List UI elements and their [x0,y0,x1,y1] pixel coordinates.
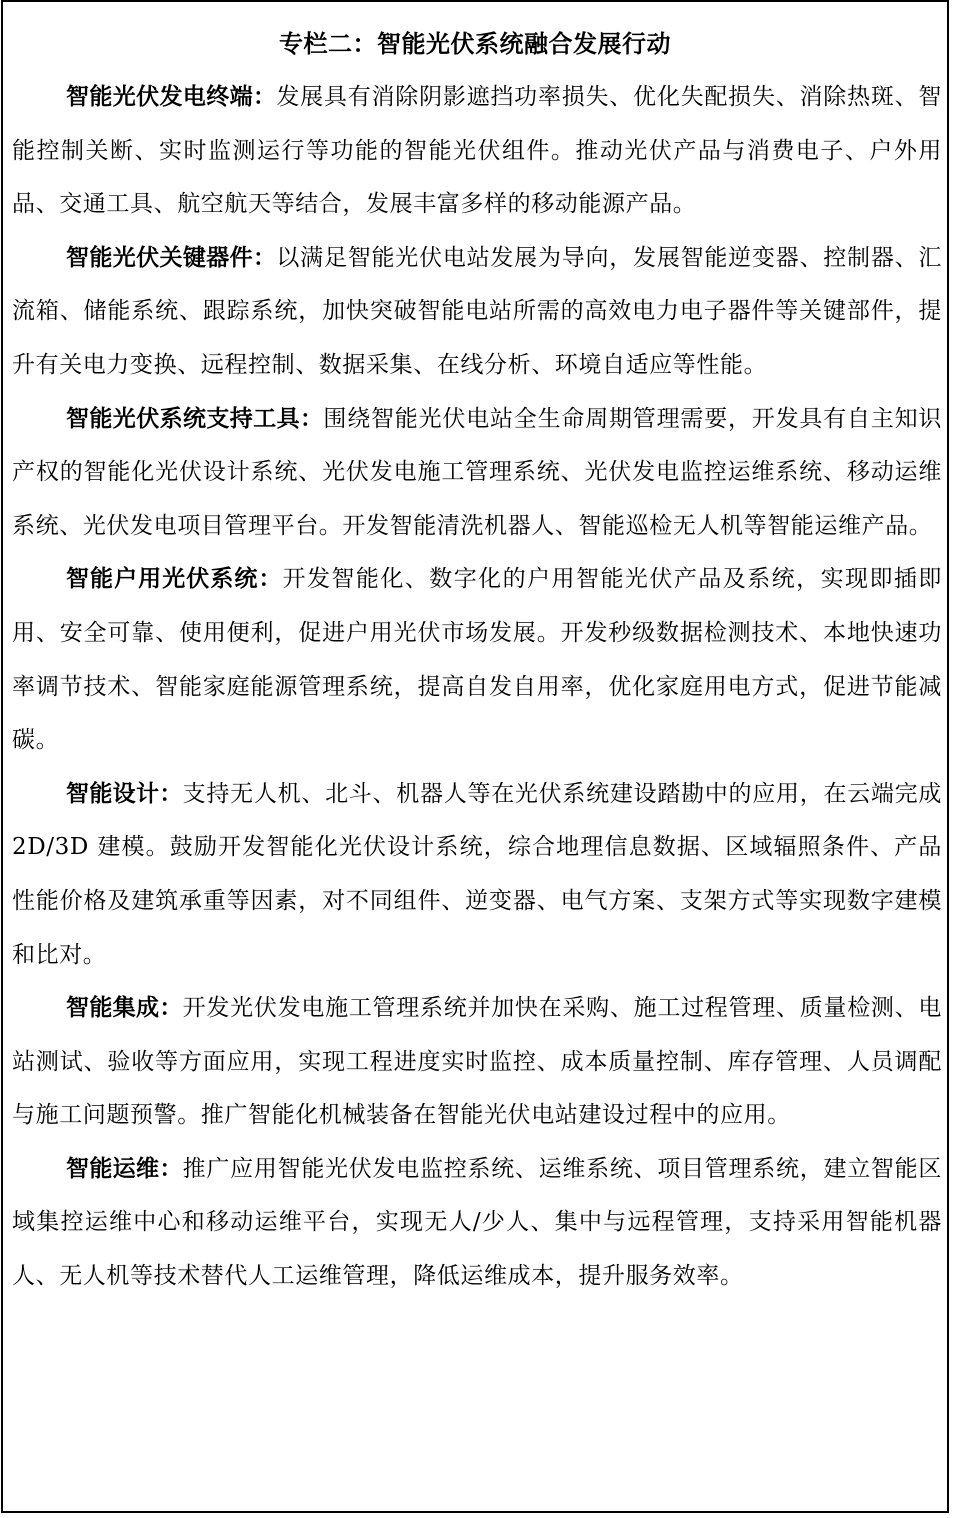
paragraph-smart-pv-terminal [12,71,942,232]
paragraph-smart-pv-tools [12,393,942,554]
paragraph-text: 支持无人机、北斗、机器人等在光伏系统建设踏勘中的应用，在云端完成 2D/3D 建模。鼓励开发智能化光伏设计系统，综合地理信息数据、区域辐照条件、产品性能价格及建筑承重等因素，对不同组件、逆变器、电气方案、支架方式等实现数字建模和比对。 [12,780,943,968]
paragraph-text: 开发智能化、数字化的户用智能光伏产品及系统，实现即插即用、安全可靠、使用便利，促进户用光伏市场发展。开发秒级数据检测技术、本地快速功率调节技术、智能家庭能源管理系统，提高自发自用率，优化家庭用电方式，促进节能减碳。 [12,566,942,754]
paragraph-lead: 智能光伏系统支持工具： [66,405,324,432]
paragraph-smart-integration [12,982,942,1143]
paragraph-lead: 智能光伏关键器件： [66,244,277,271]
paragraph-smart-household-pv [12,553,942,767]
paragraph-lead: 智能运维： [66,1155,183,1182]
paragraph-text: 发展具有消除阴影遮挡功率损失、优化失配损失、消除热斑、智能控制关断、实时监测运行等功能的智能光伏组件。推动光伏产品与消费电子、户外用品、交通工具、航空航天等结合，发展丰富多样的移动能源产品。 [12,84,942,218]
box-content [12,71,942,1304]
paragraph-text: 开发光伏发电施工管理系统并加快在采购、施工过程管理、质量检测、电站测试、验收等方面应用，实现工程进度实时监控、成本质量控制、库存管理、人员调配与施工问题预警。推广智能化机械装备在智能光伏电站建设过程中的应用。 [12,995,943,1129]
column-box [1,0,949,1513]
paragraph-lead: 智能光伏发电终端： [66,84,277,110]
paragraph-text: 以满足智能光伏电站发展为导向，发展智能逆变器、控制器、汇流箱、储能系统、跟踪系统，加快突破智能电站所需的高效电力电子器件等关键部件，提升有关电力变换、远程控制、数据采集、在线分析、环境自适应等性能。 [12,244,942,378]
box-title: 专栏二：智能光伏系统融合发展行动 [279,30,671,58]
paragraph-text: 围绕智能光伏电站全生命周期管理需要，开发具有自主知识产权的智能化光伏设计系统、光伏发电施工管理系统、光伏发电监控运维系统、移动运维系统、光伏发电项目管理平台。开发智能清洗机器人、智能巡检无人机等智能运维产品。 [12,405,942,539]
paragraph-lead: 智能设计： [66,780,183,807]
paragraph-smart-operation [12,1143,942,1304]
paragraph-text: 推广应用智能光伏发电监控系统、运维系统、项目管理系统，建立智能区域集控运维中心和移动运维平台，实现无人/少人、集中与远程管理，支持采用智能机器人、无人机等技术替代人工运维管理，降低运维成本，提升服务效率。 [12,1155,943,1290]
paragraph-lead: 智能户用光伏系统： [66,566,283,593]
paragraph-smart-design [12,768,942,982]
paragraph-lead: 智能集成： [66,995,183,1022]
paragraph-smart-pv-components [12,232,942,393]
